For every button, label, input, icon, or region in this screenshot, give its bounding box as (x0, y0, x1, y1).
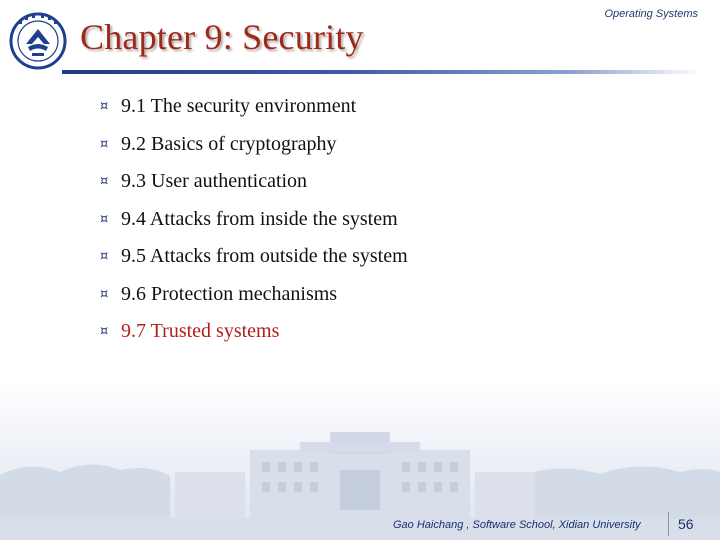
bullet-icon: ¤ (100, 324, 109, 340)
university-seal-icon (8, 11, 68, 71)
topic-item (100, 88, 408, 126)
bullet-icon: ¤ (100, 136, 109, 152)
campus-photo-background (0, 380, 720, 540)
topic-list (100, 88, 408, 351)
bullet-icon: ¤ (100, 174, 109, 190)
topic-label: 9.1 The security environment (121, 95, 357, 118)
bullet-icon: ¤ (100, 99, 109, 115)
topic-label: 9.5 Attacks from outside the system (121, 245, 408, 268)
bullet-icon: ¤ (100, 286, 109, 302)
topic-item (100, 126, 408, 164)
topic-label: 9.3 User authentication (121, 170, 308, 193)
page-number: 56 (678, 516, 694, 532)
topic-label: 9.2 Basics of cryptography (121, 132, 337, 155)
topic-item (100, 238, 408, 276)
topic-label: 9.7 Trusted systems (121, 320, 280, 343)
topic-item (100, 276, 408, 314)
course-name: Operating Systems (604, 8, 698, 20)
topic-item (100, 201, 408, 239)
slide-title: Chapter 9: Security (80, 17, 364, 57)
footer-credit: Gao Haichang , Software School, Xidian University (393, 519, 641, 531)
bullet-icon: ¤ (100, 211, 109, 227)
bullet-icon: ¤ (100, 249, 109, 265)
header-divider (62, 70, 702, 74)
footer-divider (668, 512, 669, 536)
topic-item (100, 163, 408, 201)
topic-label: 9.4 Attacks from inside the system (121, 207, 398, 230)
topic-label: 9.6 Protection mechanisms (121, 282, 338, 305)
topic-item (100, 313, 408, 351)
